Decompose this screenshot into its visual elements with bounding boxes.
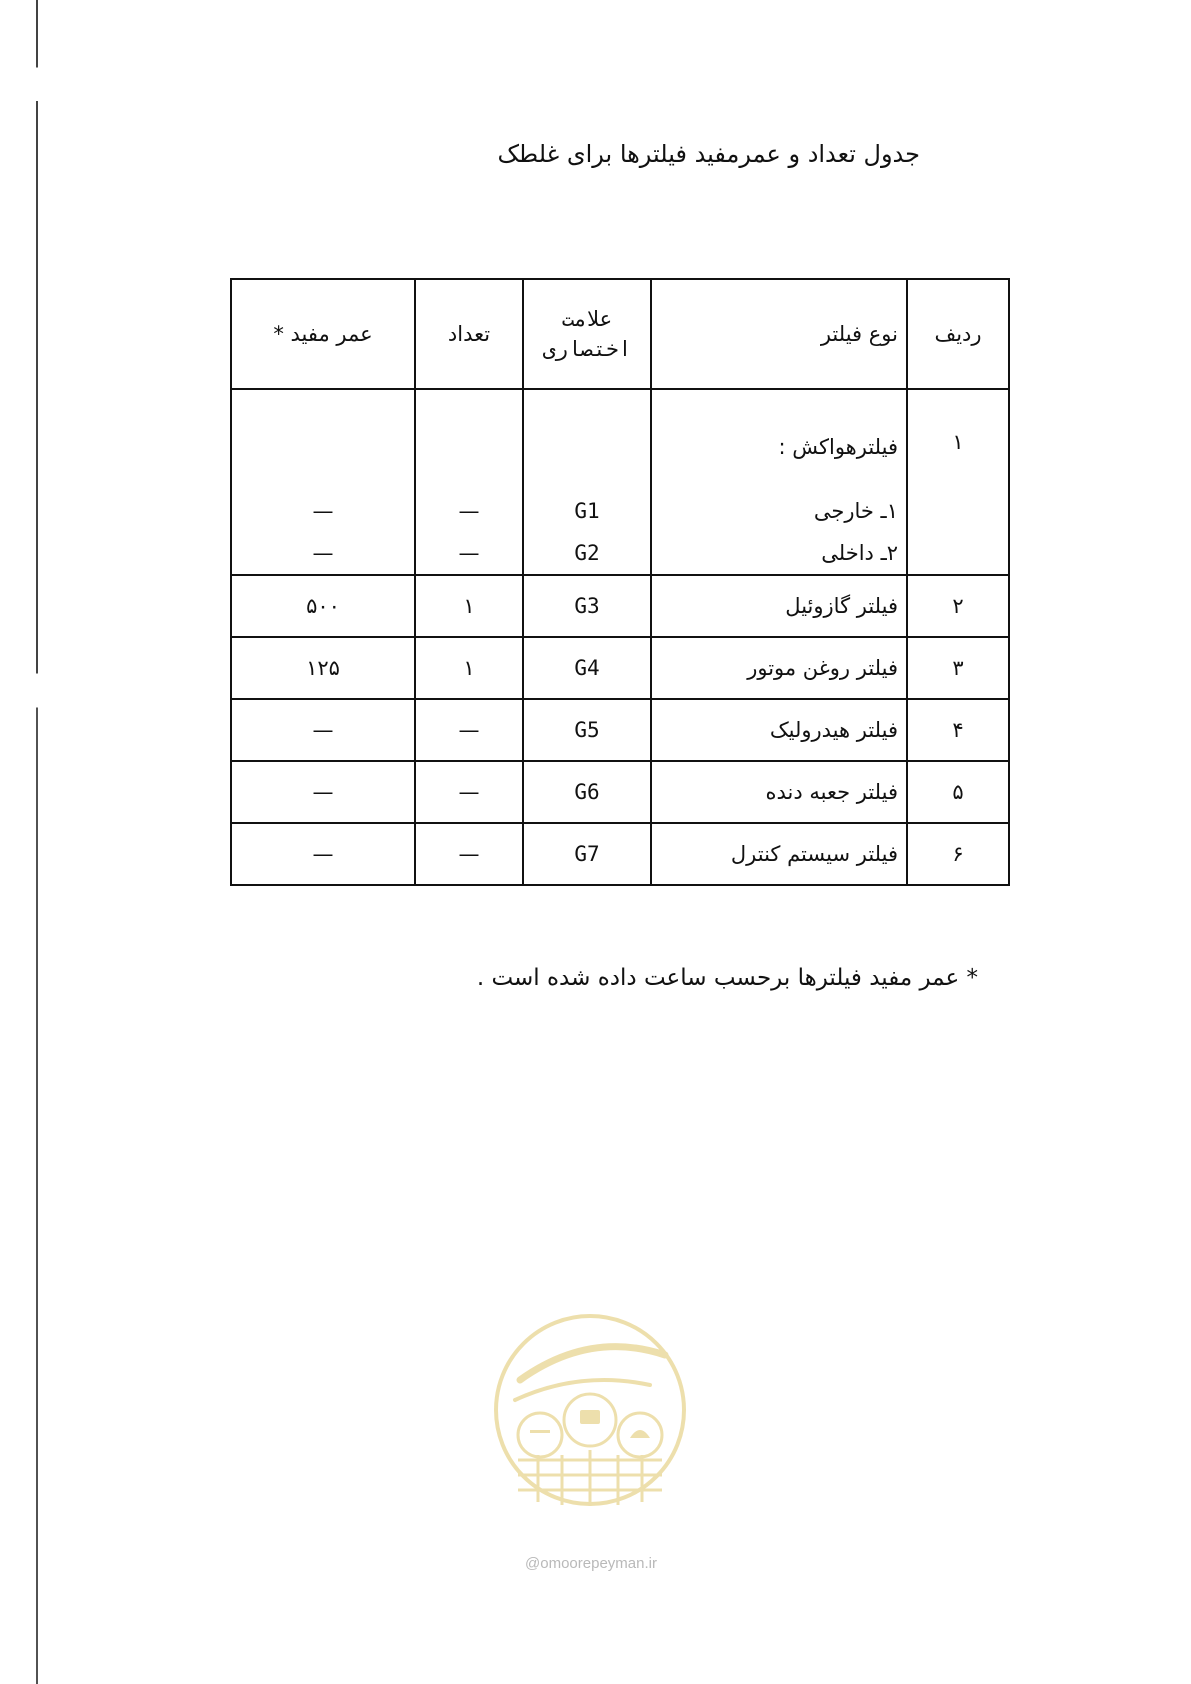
header-code-line1: علامت xyxy=(561,307,613,331)
filter-type-subitem: ۱ـ خارجی xyxy=(813,499,898,523)
filter-type: فیلتر هیدرولیک xyxy=(651,699,907,761)
row-number: ۵ xyxy=(907,761,1009,823)
filter-count: — xyxy=(415,761,523,823)
table-row xyxy=(231,637,1009,699)
filter-count: — xyxy=(458,499,480,523)
filter-code: G1 xyxy=(574,499,600,523)
table-row xyxy=(231,761,1009,823)
filter-count: ۱ xyxy=(415,575,523,637)
filter-life: — xyxy=(312,499,334,523)
table-row xyxy=(231,389,1009,575)
header-useful-life: عمر مفید * xyxy=(231,279,415,389)
scan-margin-line xyxy=(36,0,38,1684)
filters-table xyxy=(230,278,1010,886)
filter-life: — xyxy=(231,699,415,761)
filter-code: G3 xyxy=(523,575,651,637)
stamp-caption: @omoorepeyman.ir xyxy=(525,1555,657,1572)
table-row xyxy=(231,575,1009,637)
header-code xyxy=(523,279,651,389)
filter-life: ۱۲۵ xyxy=(231,637,415,699)
header-filter-type: نوع فیلتر xyxy=(651,279,907,389)
row-number: ۲ xyxy=(907,575,1009,637)
filter-count: ۱ xyxy=(415,637,523,699)
filter-type: فیلتر جعبه دنده xyxy=(651,761,907,823)
filter-code: G7 xyxy=(523,823,651,885)
filter-type-group: فیلترهواکش : xyxy=(778,435,898,459)
filter-count: — xyxy=(415,823,523,885)
filter-type-subitem: ۲ـ داخلی xyxy=(821,541,898,565)
filter-count: — xyxy=(415,699,523,761)
filter-life: — xyxy=(231,823,415,885)
header-code-line2: اختصاری xyxy=(542,337,632,361)
filter-code: G6 xyxy=(523,761,651,823)
filter-type: فیلتر گازوئیل xyxy=(651,575,907,637)
count-cell xyxy=(415,389,523,575)
filter-code: G4 xyxy=(523,637,651,699)
filter-code: G2 xyxy=(574,541,600,565)
document-title: جدول تعداد و عمرمفید فیلترها برای غلطک xyxy=(497,140,920,168)
row-number: ۱ xyxy=(907,389,1009,575)
filter-life: — xyxy=(312,541,334,565)
filter-code: G5 xyxy=(523,699,651,761)
row-number: ۶ xyxy=(907,823,1009,885)
filter-type: فیلتر روغن موتور xyxy=(651,637,907,699)
header-row-number: ردیف xyxy=(907,279,1009,389)
filter-type: فیلتر سیستم کنترل xyxy=(651,823,907,885)
table-row xyxy=(231,823,1009,885)
filter-type-cell xyxy=(651,389,907,575)
table-header-row xyxy=(231,279,1009,389)
life-cell xyxy=(231,389,415,575)
omoorepeyman-logo-icon xyxy=(490,1310,690,1510)
table-footnote: * عمر مفید فیلترها برحسب ساعت داده شده است . xyxy=(476,965,978,991)
filter-count: — xyxy=(458,541,480,565)
table-row xyxy=(231,699,1009,761)
row-number: ۳ xyxy=(907,637,1009,699)
row-number: ۴ xyxy=(907,699,1009,761)
header-count: تعداد xyxy=(415,279,523,389)
filter-life: — xyxy=(231,761,415,823)
code-cell xyxy=(523,389,651,575)
filter-life: ۵۰۰ xyxy=(231,575,415,637)
